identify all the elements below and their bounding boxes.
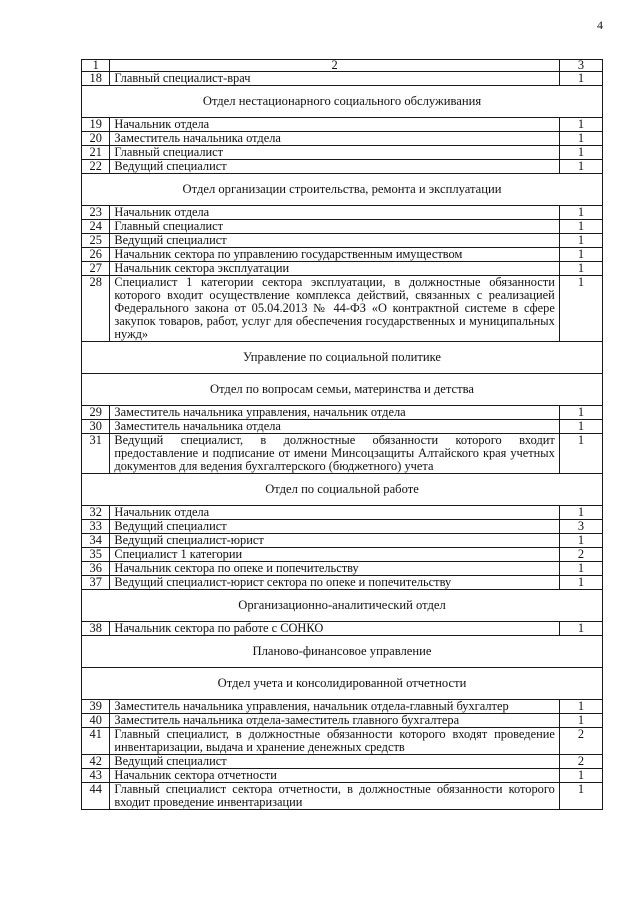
row-number: 18 xyxy=(82,72,110,86)
staff-count: 1 xyxy=(559,534,602,548)
row-number: 35 xyxy=(82,548,110,562)
section-title: Отдел организации строительства, ремонта и эксплуатации xyxy=(82,174,603,206)
section-title: Отдел по вопросам семьи, материнства и детства xyxy=(82,374,603,406)
section-header-row xyxy=(82,590,603,622)
table-row xyxy=(82,534,603,548)
table-row xyxy=(82,220,603,234)
position-name: Заместитель начальника управления, начальник отдела xyxy=(110,406,559,420)
table-row xyxy=(82,406,603,420)
table-row xyxy=(82,72,603,86)
position-name: Ведущий специалист, в должностные обязанности которого входит предоставление и подписание от имени Минсоцзащиты Алтайского края учетных документов для ведения бухгалтерского (бюджетного) учета xyxy=(110,434,559,474)
section-header-row xyxy=(82,342,603,374)
staff-count: 3 xyxy=(559,520,602,534)
position-name: Заместитель начальника отдела xyxy=(110,132,559,146)
position-name: Начальник отдела xyxy=(110,206,559,220)
row-number: 22 xyxy=(82,160,110,174)
staff-count: 1 xyxy=(559,406,602,420)
section-title: Организационно-аналитический отдел xyxy=(82,590,603,622)
page-number: 4 xyxy=(597,18,603,32)
table-row xyxy=(82,262,603,276)
position-name: Специалист 1 категории xyxy=(110,548,559,562)
row-number: 26 xyxy=(82,248,110,262)
table-row xyxy=(82,206,603,220)
row-number: 27 xyxy=(82,262,110,276)
row-number: 43 xyxy=(82,769,110,783)
staff-count: 2 xyxy=(559,728,602,755)
table-row xyxy=(82,783,603,810)
row-number: 29 xyxy=(82,406,110,420)
staff-count: 1 xyxy=(559,248,602,262)
staff-table xyxy=(81,59,603,810)
header-col-count: 3 xyxy=(559,60,602,72)
table-row xyxy=(82,420,603,434)
row-number: 25 xyxy=(82,234,110,248)
section-header-row xyxy=(82,374,603,406)
row-number: 24 xyxy=(82,220,110,234)
staff-count: 1 xyxy=(559,783,602,810)
row-number: 28 xyxy=(82,276,110,342)
table-header-row xyxy=(82,60,603,72)
row-number: 31 xyxy=(82,434,110,474)
row-number: 41 xyxy=(82,728,110,755)
table-row xyxy=(82,160,603,174)
row-number: 37 xyxy=(82,576,110,590)
position-name: Главный специалист сектора отчетности, в должностные обязанности которого входит проведение инвентаризации xyxy=(110,783,559,810)
section-title: Планово-финансовое управление xyxy=(82,636,603,668)
staff-count: 1 xyxy=(559,132,602,146)
section-title: Управление по социальной политике xyxy=(82,342,603,374)
row-number: 32 xyxy=(82,506,110,520)
staff-count: 1 xyxy=(559,118,602,132)
staff-table-body xyxy=(82,60,603,810)
staff-count: 1 xyxy=(559,72,602,86)
row-number: 36 xyxy=(82,562,110,576)
row-number: 19 xyxy=(82,118,110,132)
table-row xyxy=(82,728,603,755)
position-name: Ведущий специалист xyxy=(110,755,559,769)
row-number: 23 xyxy=(82,206,110,220)
row-number: 34 xyxy=(82,534,110,548)
staff-count: 1 xyxy=(559,434,602,474)
table-row xyxy=(82,755,603,769)
header-col-position: 2 xyxy=(110,60,559,72)
position-name: Начальник сектора по работе с СОНКО xyxy=(110,622,559,636)
staff-count: 2 xyxy=(559,755,602,769)
table-row xyxy=(82,562,603,576)
row-number: 42 xyxy=(82,755,110,769)
table-row xyxy=(82,700,603,714)
row-number: 30 xyxy=(82,420,110,434)
staff-count: 1 xyxy=(559,420,602,434)
row-number: 33 xyxy=(82,520,110,534)
header-col-number: 1 xyxy=(82,60,110,72)
staff-count: 1 xyxy=(559,276,602,342)
staff-count: 1 xyxy=(559,576,602,590)
staff-count: 1 xyxy=(559,700,602,714)
staff-count: 1 xyxy=(559,234,602,248)
staff-count: 1 xyxy=(559,206,602,220)
position-name: Главный специалист xyxy=(110,220,559,234)
position-name: Ведущий специалист-юрист xyxy=(110,534,559,548)
staff-count: 1 xyxy=(559,160,602,174)
table-row xyxy=(82,146,603,160)
position-name: Начальник отдела xyxy=(110,506,559,520)
row-number: 39 xyxy=(82,700,110,714)
staff-count: 1 xyxy=(559,220,602,234)
staff-count: 2 xyxy=(559,548,602,562)
section-header-row xyxy=(82,668,603,700)
section-header-row xyxy=(82,86,603,118)
table-row xyxy=(82,276,603,342)
position-name: Ведущий специалист-юрист сектора по опеке и попечительству xyxy=(110,576,559,590)
row-number: 21 xyxy=(82,146,110,160)
staff-count: 1 xyxy=(559,146,602,160)
position-name: Начальник сектора отчетности xyxy=(110,769,559,783)
table-row xyxy=(82,714,603,728)
table-row xyxy=(82,506,603,520)
table-row xyxy=(82,520,603,534)
position-name: Главный специалист, в должностные обязанности которого входят проведение инвентаризации, выдача и хранение денежных средств xyxy=(110,728,559,755)
position-name: Начальник сектора по управлению государственным имуществом xyxy=(110,248,559,262)
position-name: Заместитель начальника отдела-заместитель главного бухгалтера xyxy=(110,714,559,728)
row-number: 40 xyxy=(82,714,110,728)
row-number: 20 xyxy=(82,132,110,146)
staff-count: 1 xyxy=(559,622,602,636)
staff-count: 1 xyxy=(559,562,602,576)
position-name: Главный специалист-врач xyxy=(110,72,559,86)
table-row xyxy=(82,769,603,783)
section-header-row xyxy=(82,174,603,206)
table-row xyxy=(82,576,603,590)
table-row xyxy=(82,434,603,474)
table-row xyxy=(82,248,603,262)
staff-count: 1 xyxy=(559,506,602,520)
staff-count: 1 xyxy=(559,714,602,728)
staff-count: 1 xyxy=(559,769,602,783)
table-row xyxy=(82,118,603,132)
section-header-row xyxy=(82,636,603,668)
row-number: 44 xyxy=(82,783,110,810)
table-row xyxy=(82,548,603,562)
table-row xyxy=(82,132,603,146)
position-name: Специалист 1 категории сектора эксплуатации, в должностные обязанности которого входит осуществление комплекса действий, связанных с реализацией Федерального закона от 05.04.2013 № 44-ФЗ «О контрактной системе в сфере закупок товаров, работ, услуг для обеспечения государственных и муниципальных нужд» xyxy=(110,276,559,342)
section-header-row xyxy=(82,474,603,506)
position-name: Начальник сектора по опеке и попечительству xyxy=(110,562,559,576)
table-row xyxy=(82,622,603,636)
section-title: Отдел нестационарного социального обслуживания xyxy=(82,86,603,118)
position-name: Заместитель начальника отдела xyxy=(110,420,559,434)
row-number: 38 xyxy=(82,622,110,636)
position-name: Ведущий специалист xyxy=(110,520,559,534)
table-row xyxy=(82,234,603,248)
position-name: Ведущий специалист xyxy=(110,160,559,174)
position-name: Начальник сектора эксплуатации xyxy=(110,262,559,276)
position-name: Заместитель начальника управления, начальник отдела-главный бухгалтер xyxy=(110,700,559,714)
position-name: Главный специалист xyxy=(110,146,559,160)
section-title: Отдел учета и консолидированной отчетности xyxy=(82,668,603,700)
staff-count: 1 xyxy=(559,262,602,276)
section-title: Отдел по социальной работе xyxy=(82,474,603,506)
position-name: Ведущий специалист xyxy=(110,234,559,248)
position-name: Начальник отдела xyxy=(110,118,559,132)
